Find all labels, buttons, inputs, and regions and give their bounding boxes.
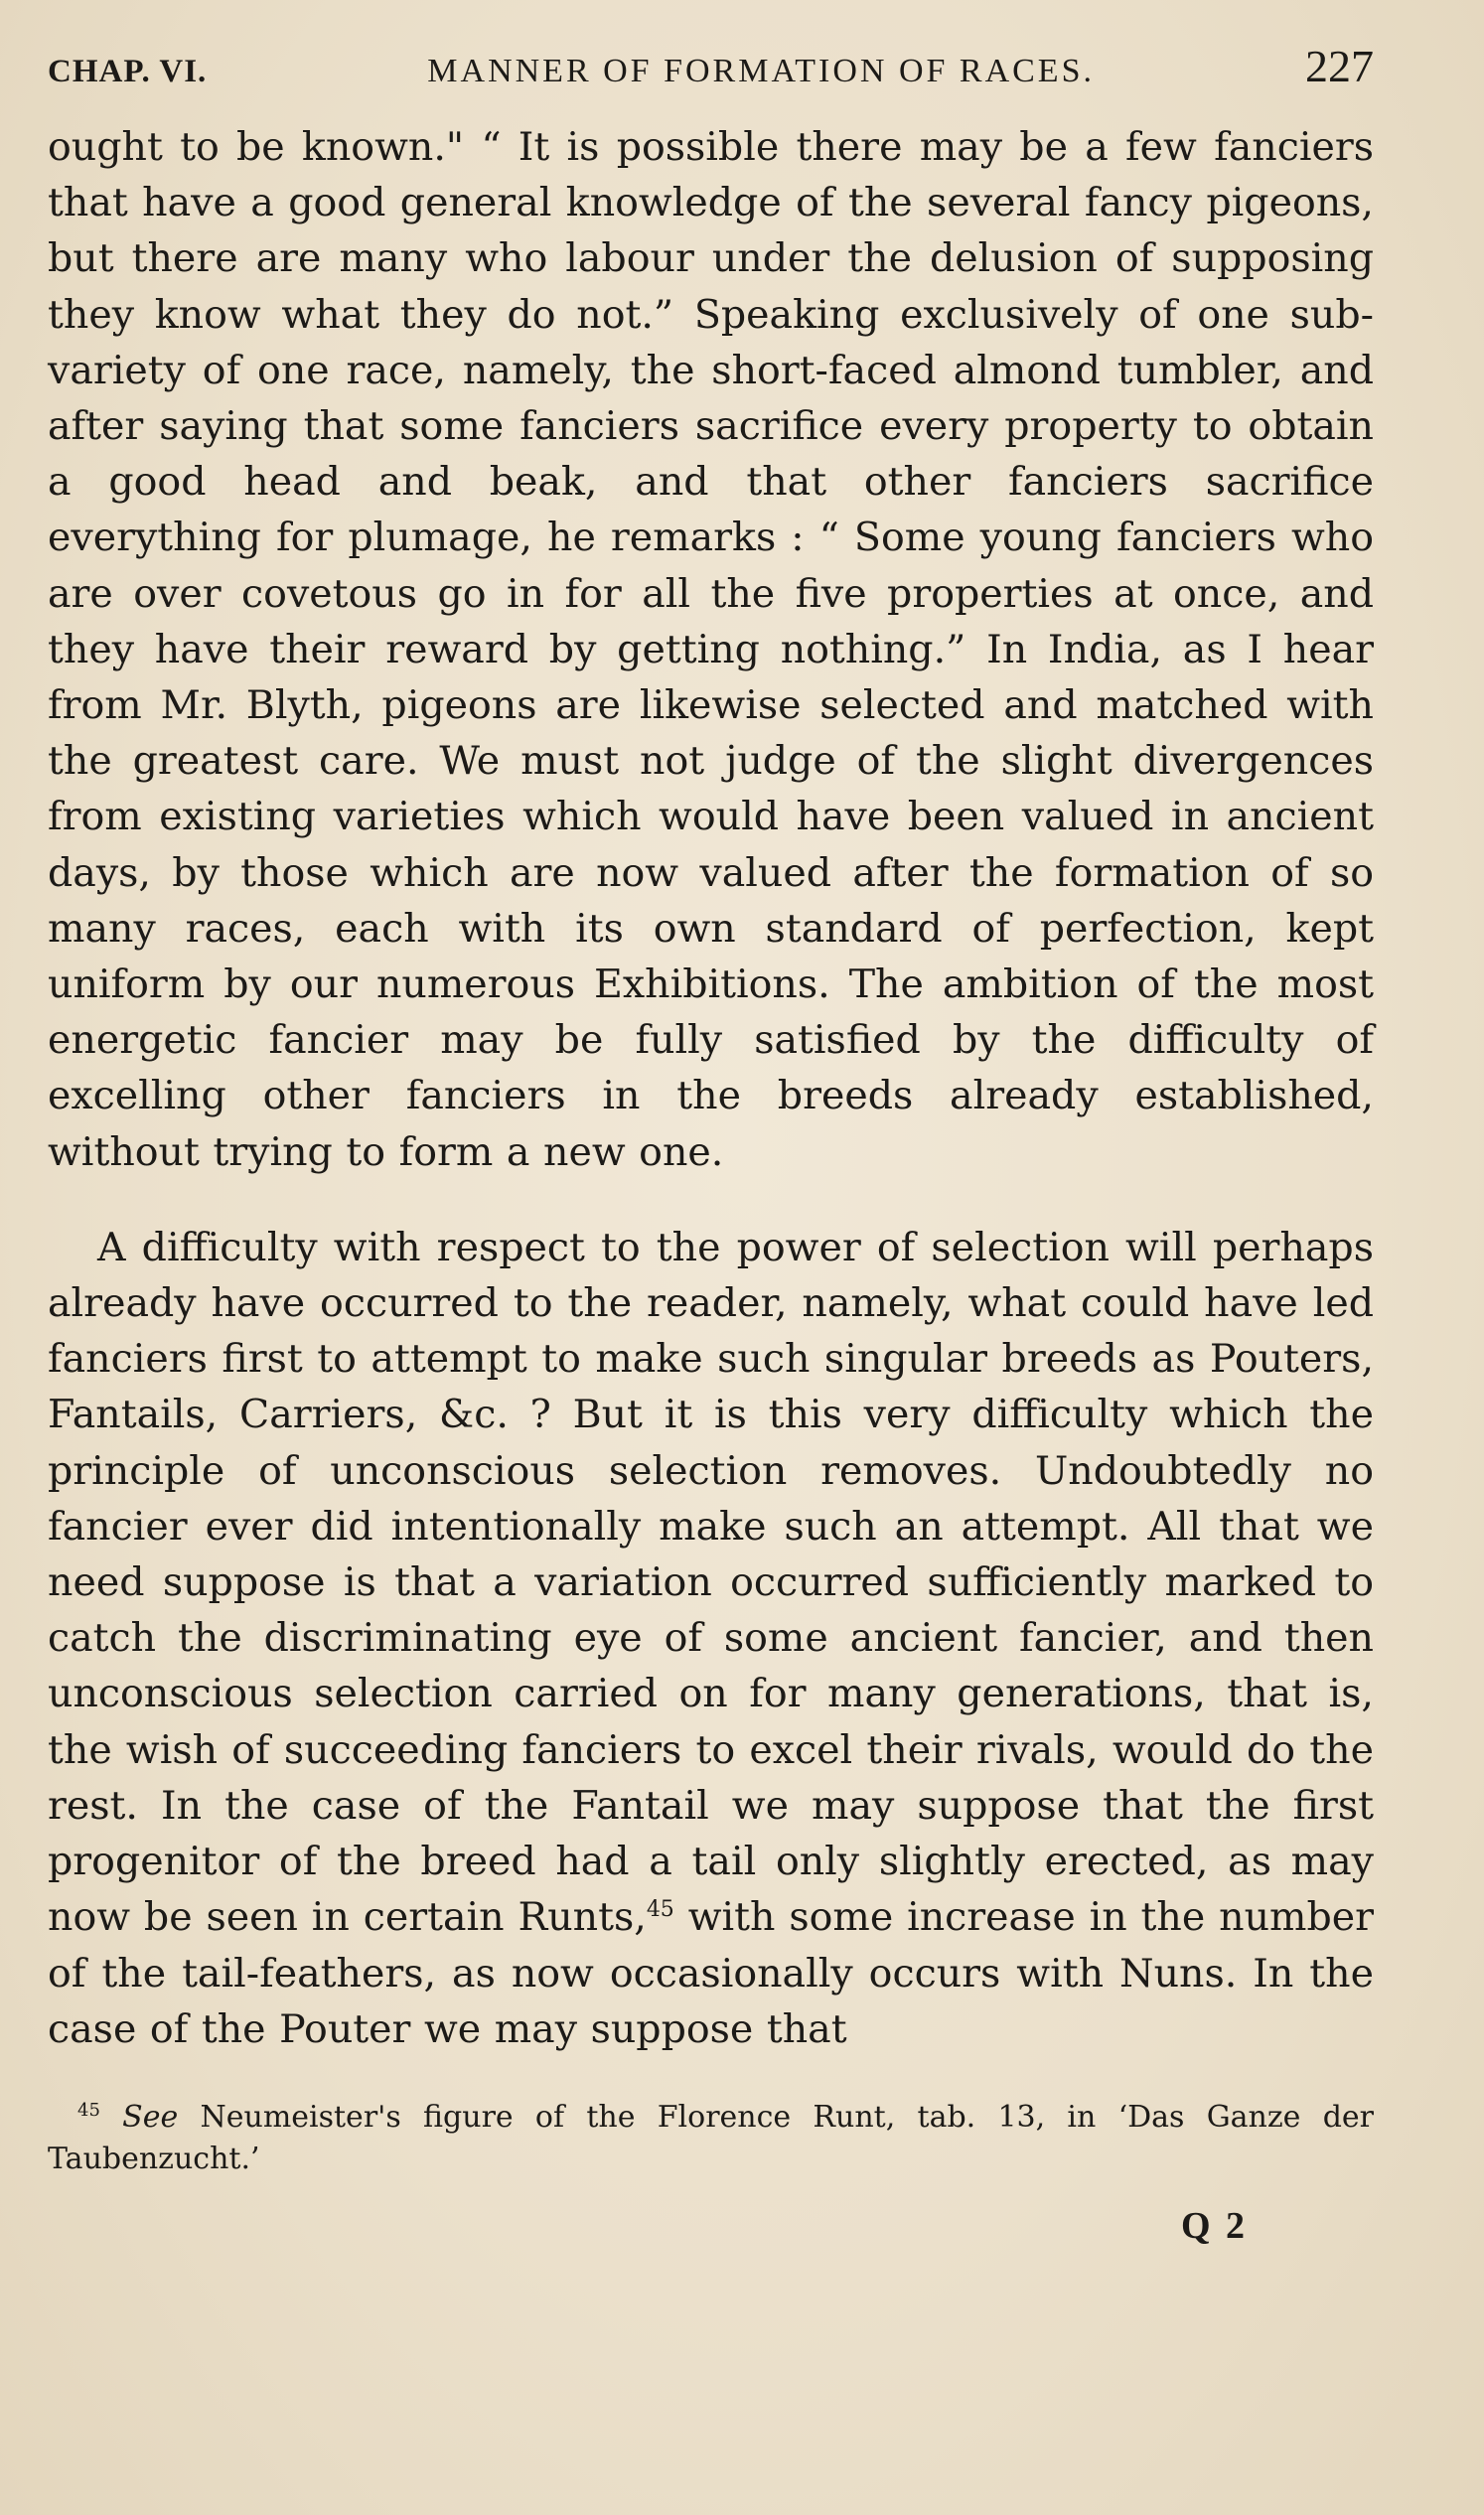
paragraph-2 [48,1220,1374,2057]
paragraph-2-part-1: A difficulty with respect to the power of selection will perhaps already have occurred to the reader, namely, what could have led fanciers first to attempt to make such singular breeds as Pouters, Fantails, Carriers, &c. ? But it is this very difficulty which the principle of unconscious selection removes. Undoubtedly no fancier ever did intentionally make such an attempt. All that we need suppose is that a variation occurred sufficiently marked to catch the discriminating eye of some ancient fancier, and then unconscious selection carried on for many generations, that is, the wish of succeeding fanciers to excel their rivals, would do the rest. In the case of the Fantail we may suppose that the first progenitor of the breed had a tail only slightly erected, as may now be seen in certain Runts, [48,1224,1374,1941]
footnote-reference: 45 [646,1897,674,1923]
footnote-marker: 45 [77,2099,100,2121]
paragraph-2-part-2: with some increase in the number of the tail-feathers, as now occasionally occurs with Nuns. In the case of the Pouter we may suppose that [48,1894,1375,2052]
footnote-text: Neumeister's figure of the Florence Runt, tab. 13, in ‘Das Ganze der Taubenzucht.’ [48,2099,1374,2176]
footnote-see: See [122,2099,179,2135]
signature-mark: Q 2 [1180,2204,1245,2247]
chapter-label: CHAP. VI. [48,54,208,89]
book-page [48,40,1374,2248]
chapter-title: MANNER OF FORMATION OF RACES. [427,53,1095,89]
body-text [48,119,1374,2057]
footnote [48,2097,1374,2180]
page-number: 227 [1305,41,1374,91]
paragraph-1: ought to be known." “ It is possible there may be a few fanciers that have a good general knowledge of the several fancy pigeons, but there are many who labour under the delusion of supposing they know what they do not.” Speaking exclusively of one sub-variety of one race, namely, the short-faced almond tumbler, and after saying that some fanciers sacrifice every property to obtain a good head and beak, and that other fanciers sacrifice everything for plumage, he remarks : “ Some young fanciers who are over covetous go in for all the five properties at once, and they have their reward by getting nothing.” In India, as I hear from Mr. Blyth, pigeons are likewise selected and matched with the greatest care. We must not judge of the slight divergences from existing varieties which would have been valued in ancient days, by those which are now valued after the formation of so many races, each with its own standard of perfection, kept uniform by our numerous Exhibitions. The ambition of the most energetic fancier may be fully satisfied by the difficulty of excelling other fanciers in the breeds already established, without trying to form a new one. [48,124,1374,1175]
running-head [48,40,1374,119]
